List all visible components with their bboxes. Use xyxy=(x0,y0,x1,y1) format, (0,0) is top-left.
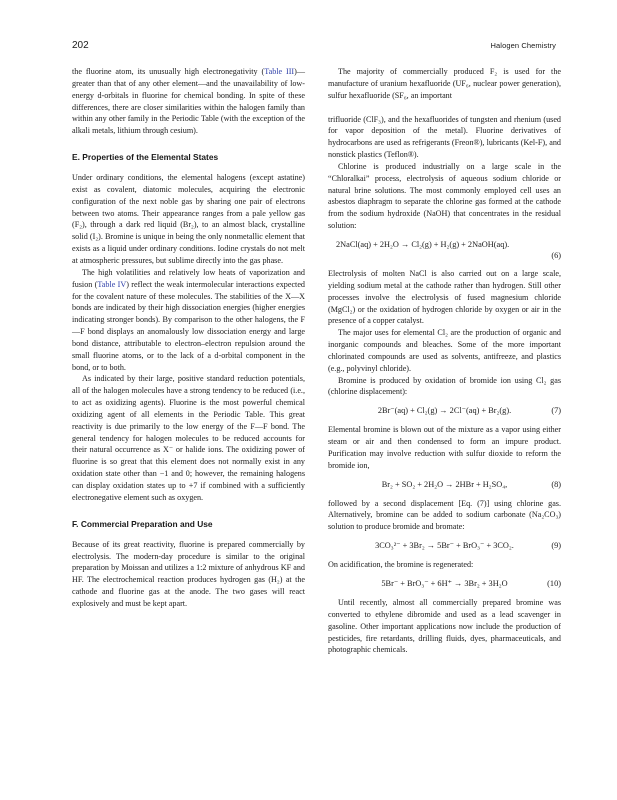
paragraph-bromine-production: Bromine is produced by oxidation of bromide ion using Cl₂ gas (chlorine displacement): xyxy=(328,375,561,397)
equation-8 xyxy=(328,479,561,491)
paragraph-continuation xyxy=(72,66,305,137)
equation-7 xyxy=(328,405,561,417)
paragraph-fluorine-preparation: Because of its great reactivity, fluorine is prepared commercially by electrolysis. The modern-day procedure is similar to the original preparation by Moissan and utilizes a 1:2 mixture of anhydrous KF and HF. The electrochemical reaction produces hydrogen gas (H₂) at the cathode and fluorine gas at the anode. The two gases will react explosively and must be kept apart. xyxy=(72,539,305,608)
column-gap xyxy=(328,102,561,114)
text-run: ) reflect the weak intermolecular interactions expected for the covalent nature of these molecules. The stabilities of the X—X bonds are indicated by their high dissociation energies (higher energies indicating stronger bonds). By comparison to the other halogens, the F—F bond displays an anomalously low dissociation energy and large bond distance, attributable to electron–electron repulsion around the small fluorine atoms, or to the lack of a d-orbital component in the bond, or to both. xyxy=(72,279,305,372)
equation-6 xyxy=(328,239,561,261)
equation-8-number: (8) xyxy=(551,479,561,489)
paragraph-cl2-uses: The major uses for elemental Cl₂ are the production of organic and inorganic compounds and bleaches. Some of the more important chlorinated compounds are used as solvents, antifreeze, and plastics (e.g., polyvinyl chloride). xyxy=(328,328,561,373)
equation-9 xyxy=(328,540,561,552)
paragraph-molten-nacl: Electrolysis of molten NaCl is also carried out on a large scale, yielding sodium metal at the cathode rather than hydrogen. Still other processes involve the electrolysis of fused magnesium chloride (MgCl₂) or the oxidation of hydrogen chloride by oxygen or air in the presence of a copper catalyst. xyxy=(328,268,561,326)
paragraph-reduction-potentials: As indicated by their large, positive standard reduction potentials, all of the halogen molecules have a strong tendency to be reduced (i.e., to act as oxidizing agents). Fluorine is the most powerful chemical oxidizing agent of all elements in the Periodic Table. This great reactivity is due primarily to the low energy of the F—F bond. The general tendency for halogen molecules to be reduced accounts for their natural occurrence as X⁻ or halide ions. The oxidizing power of fluorine is so great that this element does not normally exist in any oxidation state other than −1 and 0; however, the remaining halogens can display oxidation states up to +7 if combined with a sufficiently electronegative element such as oxygen. xyxy=(72,374,305,502)
section-heading-e: E. Properties of the Elemental States xyxy=(72,152,219,163)
paragraph-second-displacement: followed by a second displacement [Eq. (7)] using chlorine gas. Alternatively, bromine can be added to sodium carbonate (Na₂CO₃) solution to produce bromide and bromate: xyxy=(328,498,561,532)
section-heading-f: F. Commercial Preparation and Use xyxy=(72,518,213,529)
text-run: )—greater than that of any other element—and the unavailability of low-energy d-orbitals in fluorine for chemical bonding. In spite of these differences, there are closer similarities within the halogen family than within any other family in the Periodic Table (with the exception of the alkali metals, lithium through cesium). xyxy=(72,67,305,136)
equation-7-number: (7) xyxy=(551,406,561,416)
running-head: Halogen Chemistry xyxy=(490,41,556,50)
equation-6-body: 2NaCl(aq) + 2H₂O → Cl₂(g) + H₂(g) + 2NaOH(aq). xyxy=(336,239,510,249)
paragraph-f2-uses: The majority of commercially produced F₂ is used for the manufacture of uranium hexafluoride (UF₆, nuclear power generation), sulfur hexafluoride (SF₆, an important xyxy=(328,67,561,100)
paragraph-bromine-applications: Until recently, almost all commercially prepared bromine was converted to ethylene dibromide and used as a lead scavenger in gasoline. Other important applications now include the production of pesticides, fire retardants, drilling fluids, dyes, pharmaceuticals, and photographic chemicals. xyxy=(328,598,561,655)
paragraph-bromine-vapor: Elemental bromine is blown out of the mixture as a vapor using either steam or air and then condensed to form an impure product. Purification may involve reduction with sulfur dioxide to reform the bromide ion, xyxy=(328,425,561,470)
equation-8-body: Br₂ + SO₂ + 2H₂O → 2HBr + H₂SO₄, xyxy=(381,479,508,489)
equation-10-number: (10) xyxy=(547,579,561,588)
right-column xyxy=(328,66,561,656)
paragraph-elemental-states: Under ordinary conditions, the elemental halogens (except astatine) exist as covalent, diatomic molecules, acquiring the electronic configuration of the next noble gas by sharing one pair of electrons between two atoms. Their appearance ranges from a pale yellow gas (F₂), through a dark red liquid (Br₂), to an almost black, crystalline solid (I₂). Bromine is unique in being the only nonmetallic element that exists as a liquid under ordinary conditions. Iodine crystals do not melt at atmospheric pressures, but sublime directly into the gas phase. xyxy=(72,173,305,265)
equation-9-body: 3CO₃²⁻ + 3Br₂ → 5Br⁻ + BrO₃⁻ + 3CO₂. xyxy=(375,541,514,551)
left-column xyxy=(72,66,305,610)
paragraph-chloralkali: Chlorine is produced industrially on a large scale in the “Chloralkai” process, electrolysis of aqueous sodium chloride or natural brine solutions. The most commonly employed cell uses an asbestos diaphragm to separate the chlorine gas formed at the cathode from the sodium hydroxide (NaOH) that concentrates in the residual solution: xyxy=(328,161,561,231)
table-iv-link[interactable]: Table IV xyxy=(97,279,127,289)
text-run: The high volatilities and relatively low heats of vaporization and fusion ( xyxy=(72,267,305,289)
page-header xyxy=(72,40,556,54)
equation-6-number: (6) xyxy=(551,250,561,260)
equation-10-body: 5Br⁻ + BrO₃⁻ + 6H⁺ → 3Br₂ + 3H₂O xyxy=(381,579,508,588)
page-number: 202 xyxy=(72,40,89,51)
table-iii-link[interactable]: Table III xyxy=(264,67,295,76)
text-run: the fluorine atom, its unusually high electronegativity ( xyxy=(72,67,265,76)
equation-7-body: 2Br⁻(aq) + Cl₂(g) → 2Cl⁻(aq) + Br₂(g). xyxy=(377,406,512,416)
paragraph-acidification: On acidification, the bromine is regenerated: xyxy=(328,560,474,570)
paragraph-f2-uses-continued: trifluoride (ClF₃), and the hexafluorides of tungsten and rhenium (used for vapor deposition of the metal). Fluorine derivatives of hydrocarbons are used as refrigerants (Freon®), lubricants (Kel-F), and nonstick plastics (Teflon®). xyxy=(328,114,561,160)
paragraph-volatilities xyxy=(72,267,305,374)
equation-9-number: (9) xyxy=(551,541,561,551)
equation-10 xyxy=(328,578,561,590)
